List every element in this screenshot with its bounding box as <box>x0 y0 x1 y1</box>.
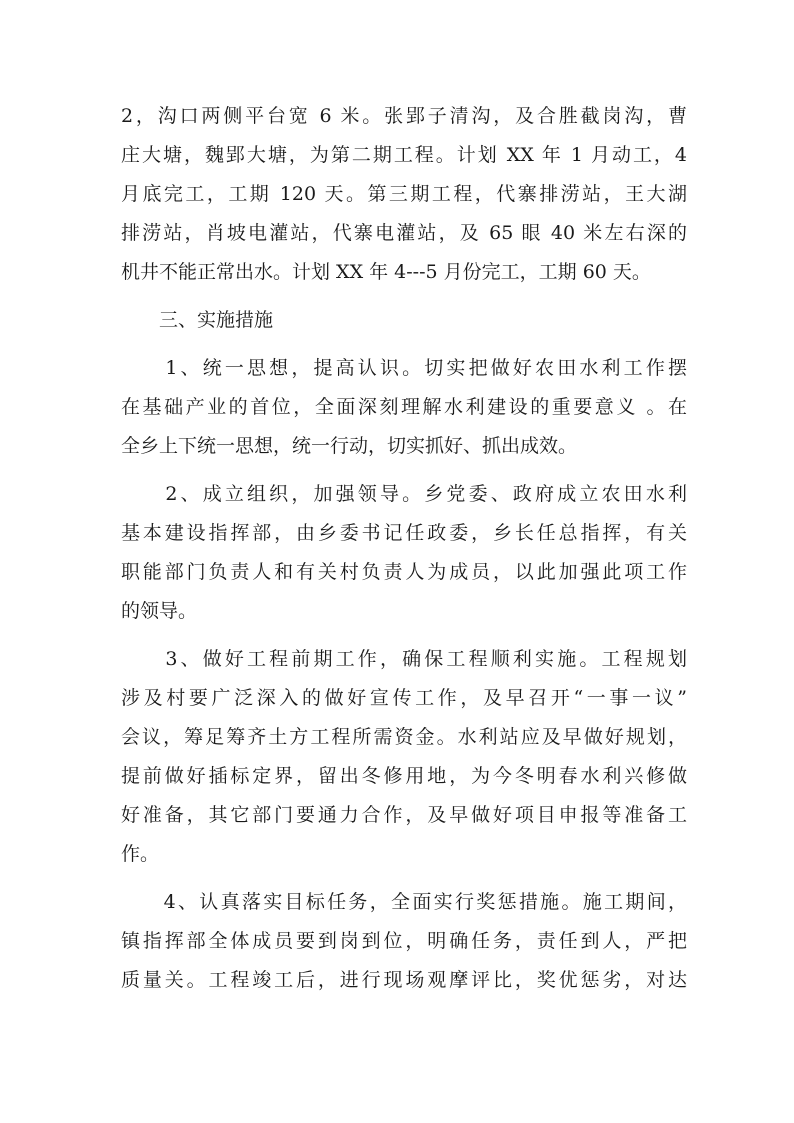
text-line: 排涝站，肖坡电灌站，代寨电灌站，及 65 眼 40 米左右深的 <box>121 222 687 244</box>
paragraph-gap <box>121 631 687 640</box>
document-body <box>121 97 687 1000</box>
text-line: 3、做好工程前期工作，确保工程顺利实施。工程规划 <box>121 648 687 670</box>
text-line: 庄大塘，魏郢大塘，为第二期工程。计划 XX 年 1 月动工，4 <box>121 144 687 166</box>
text-line: 质量关。工程竣工后，进行现场观摩评比，奖优惩劣，对达 <box>121 969 687 991</box>
text-line: 提前做好插标定界，留出冬修用地，为今冬明春水利兴修做 <box>121 765 687 787</box>
paragraph-3 <box>121 475 687 631</box>
text-line: 全乡上下统一思想，统一行动，切实抓好、抓出成效。 <box>121 435 578 457</box>
paragraph-gap <box>121 466 687 475</box>
text-line: 基本建设指挥部，由乡委书记任政委，乡长任总指挥，有关 <box>121 522 687 544</box>
text-line: 2、成立组织，加强领导。乡党委、政府成立农田水利 <box>121 483 687 505</box>
heading-text: 三、实施措施 <box>121 309 274 331</box>
paragraph-gap <box>121 292 687 301</box>
paragraph-5 <box>121 883 687 1000</box>
text-line: 月底完工，工期 120 天。第三期工程，代寨排涝站，王大湖 <box>121 183 687 205</box>
text-line: 涉及村要广泛深入的做好宣传工作，及早召开“一事一议” <box>121 687 687 709</box>
paragraph-1 <box>121 97 687 292</box>
text-line: 好准备，其它部门要通力合作，及早做好项目申报等准备工 <box>121 804 687 826</box>
text-line: 机井不能正常出水。计划 XX 年 4---5 月份完工，工期 60 天。 <box>121 261 651 283</box>
text-line: 在基础产业的首位，全面深刻理解水利建设的重要意义 。在 <box>121 396 687 418</box>
text-line: 1、统一思想，提高认识。切实把做好农田水利工作摆 <box>121 357 687 379</box>
paragraph-2 <box>121 349 687 466</box>
text-line: 作。 <box>121 843 160 865</box>
text-line: 镇指挥部全体成员要到岗到位，明确任务，责任到人，严把 <box>121 930 687 952</box>
paragraph-gap <box>121 874 687 883</box>
text-line: 2，沟口两侧平台宽 6 米。张郢子清沟，及合胜截岗沟，曹 <box>121 105 687 127</box>
text-line: 的领导。 <box>121 600 198 622</box>
text-line: 4、认真落实目标任务，全面实行奖惩措施。施工期间， <box>121 891 687 913</box>
paragraph-gap <box>121 340 687 349</box>
text-line: 会议，筹足筹齐土方工程所需资金。水利站应及早做好规划， <box>121 726 687 748</box>
section-heading <box>121 301 687 340</box>
paragraph-4 <box>121 640 687 874</box>
text-line: 职能部门负责人和有关村负责人为成员，以此加强此项工作 <box>121 561 687 583</box>
